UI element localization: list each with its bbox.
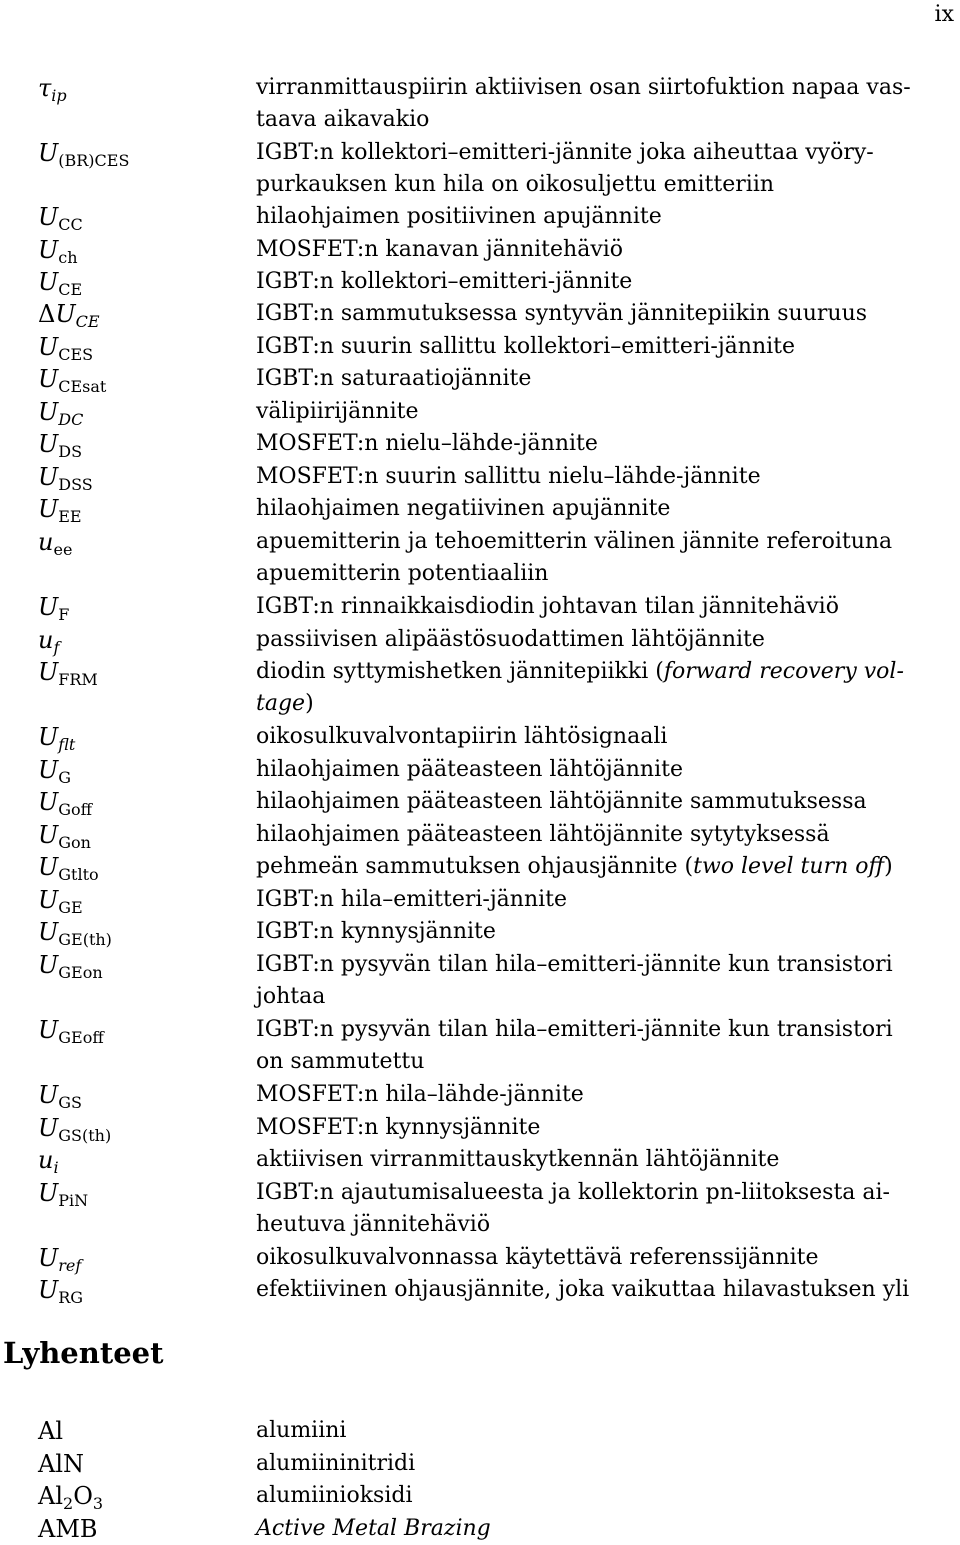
description-line: MOSFET:n nielu–lähde-jännite — [256, 431, 598, 456]
symbol-subscript: GEoff — [58, 1028, 104, 1047]
symbol-description — [256, 72, 936, 137]
symbol-term — [38, 266, 82, 298]
description-line: välipiirijännite — [256, 399, 419, 424]
symbol-subscript: PiN — [58, 1191, 89, 1210]
symbol-description — [256, 949, 936, 1014]
symbol-description — [256, 1014, 936, 1079]
symbol-subscript: CE — [58, 280, 83, 299]
symbol-letter: U — [38, 1179, 59, 1207]
symbol-description — [256, 656, 936, 721]
symbol-subscript: Goff — [58, 800, 93, 819]
symbol-description — [256, 624, 936, 656]
symbol-letter: U — [38, 821, 59, 849]
description-line: IGBT:n rinnaikkaisdiodin johtavan tilan jännitehäviö — [256, 594, 839, 619]
symbol-description — [256, 234, 936, 266]
symbol-term — [38, 137, 129, 169]
symbol-term — [38, 721, 75, 753]
symbol-description — [256, 786, 936, 818]
symbol-letter: U — [38, 723, 59, 751]
symbol-term — [38, 916, 112, 948]
symbol-letter: U — [38, 333, 59, 361]
description-text: diodin syttymishetken jännitepiikki ( — [256, 659, 664, 684]
symbol-term — [38, 949, 103, 981]
description-line: aktiivisen virranmittauskytkennän lähtöjännite — [256, 1147, 780, 1172]
description-line: hilaohjaimen pääteasteen lähtöjännite — [256, 757, 683, 782]
description-line: MOSFET:n kynnysjännite — [256, 1115, 541, 1140]
symbol-subscript: RG — [58, 1288, 84, 1307]
symbol-subscript: EE — [58, 507, 82, 526]
abbreviation-term — [38, 1480, 103, 1512]
symbol-description — [256, 396, 936, 428]
description-line: MOSFET:n kanavan jännitehäviö — [256, 237, 624, 262]
symbol-subscript: GEon — [58, 963, 103, 982]
description-line: MOSFET:n hila–lähde-jännite — [256, 1082, 584, 1107]
abbreviation-text: AMB — [38, 1515, 98, 1543]
symbol-letter: U — [38, 1244, 59, 1272]
symbol-term — [38, 396, 83, 428]
symbol-term — [38, 1144, 59, 1176]
description-text: pehmeän sammutuksen ohjausjännite ( — [256, 854, 694, 879]
symbol-letter: u — [38, 626, 54, 654]
symbol-term — [38, 591, 69, 623]
description-emphasis: tage — [256, 691, 306, 717]
symbol-term — [38, 493, 82, 525]
description-line: passiivisen alipäästösuodattimen lähtöjännite — [256, 627, 765, 652]
symbol-subscript: ch — [58, 248, 78, 267]
symbol-letter: U — [38, 139, 59, 167]
description-emphasis: forward recovery vol- — [663, 659, 904, 684]
symbol-letter: U — [38, 495, 59, 523]
symbol-letter: U — [38, 1114, 59, 1142]
symbol-description — [256, 1242, 936, 1274]
symbol-description — [256, 819, 936, 851]
symbol-term — [38, 624, 59, 656]
symbol-term — [38, 201, 83, 233]
description-line: heutuva jännitehäviö — [256, 1212, 491, 1238]
symbol-subscript: ref — [58, 1256, 82, 1275]
symbol-subscript: GS — [58, 1093, 82, 1112]
symbol-description — [256, 916, 936, 948]
symbol-subscript: Gtlto — [58, 865, 99, 884]
description-line: hilaohjaimen negatiivinen apujännite — [256, 496, 671, 521]
abbreviation-text: Al — [38, 1417, 64, 1445]
symbol-description — [256, 331, 936, 363]
description-line: IGBT:n kynnysjännite — [256, 919, 496, 944]
symbol-description — [256, 201, 936, 233]
abbreviation-subscript: 3 — [92, 1494, 104, 1513]
symbol-description — [256, 428, 936, 460]
abbreviation-text: Al — [38, 1482, 64, 1510]
symbol-description — [256, 363, 936, 395]
symbol-term — [38, 1079, 82, 1111]
symbol-letter: U — [38, 398, 59, 426]
symbol-letter: U — [38, 951, 59, 979]
description-line: IGBT:n saturaatiojännite — [256, 366, 532, 391]
symbol-subscript: GE(th) — [58, 930, 112, 949]
symbol-term — [38, 1177, 88, 1209]
description-line: virranmittauspiirin aktiivisen osan siirtofuktion napaa vas- — [256, 75, 911, 100]
description-line: efektiivinen ohjausjännite, joka vaikuttaa hilavastuksen yli — [256, 1277, 910, 1302]
description-line: IGBT:n ajautumisalueesta ja kollektorin pn-liitoksesta ai- — [256, 1180, 890, 1205]
description-line: oikosulkuvalvontapiirin lähtösignaali — [256, 724, 668, 749]
symbol-term — [38, 234, 78, 266]
description-emphasis: two level turn off — [693, 854, 885, 879]
symbol-description — [256, 1079, 936, 1111]
abbreviation-description: Active Metal Brazing — [256, 1516, 491, 1541]
symbol-letter: U — [38, 430, 59, 458]
symbol-subscript: DS — [58, 442, 83, 461]
symbol-term — [38, 363, 106, 395]
symbol-subscript: FRM — [58, 670, 98, 689]
abbreviation-term — [38, 1513, 98, 1545]
abbreviation-description: alumiininitridi — [256, 1451, 416, 1476]
page-number: ix — [934, 2, 954, 27]
description-line: MOSFET:n suurin sallittu nielu–lähde-jännite — [256, 464, 761, 489]
symbol-prefix: Δ — [38, 300, 56, 328]
symbol-subscript: DSS — [58, 475, 93, 494]
symbol-term — [38, 1242, 81, 1274]
abbreviation-description: alumiinioksidi — [256, 1483, 413, 1508]
symbol-letter: τ — [38, 74, 52, 102]
symbol-description — [256, 526, 936, 591]
description-line: apuemitterin potentiaaliin — [256, 561, 549, 587]
symbol-description — [256, 884, 936, 916]
symbol-letter: U — [38, 756, 59, 784]
description-line: hilaohjaimen positiivinen apujännite — [256, 204, 662, 229]
symbol-letter: u — [38, 528, 54, 556]
symbol-description — [256, 298, 936, 330]
abbreviation-term — [38, 1448, 84, 1480]
symbol-description — [256, 1144, 936, 1176]
symbol-subscript: ee — [53, 540, 73, 559]
description-line: on sammutettu — [256, 1049, 425, 1075]
abbreviation-term — [38, 1415, 63, 1447]
symbol-subscript: ip — [51, 86, 67, 105]
symbol-description — [256, 137, 936, 202]
description-line: taava aikavakio — [256, 107, 430, 133]
symbol-term — [38, 298, 100, 330]
symbol-description — [256, 1112, 936, 1144]
description-line: apuemitterin ja tehoemitterin välinen jännite referoituna — [256, 529, 893, 554]
symbol-letter: U — [38, 1276, 59, 1304]
symbol-subscript: Gon — [58, 833, 91, 852]
symbol-letter: U — [38, 203, 59, 231]
symbol-letter: U — [38, 853, 59, 881]
symbol-description — [256, 461, 936, 493]
symbol-term — [38, 1014, 104, 1046]
symbol-description — [256, 591, 936, 623]
symbol-subscript: CEsat — [58, 377, 107, 396]
symbol-subscript: i — [53, 1158, 59, 1177]
symbol-term — [38, 72, 67, 104]
symbol-term — [38, 461, 93, 493]
symbol-subscript: GE — [58, 898, 83, 917]
symbol-subscript: CES — [58, 345, 94, 364]
symbol-description — [256, 721, 936, 753]
symbol-subscript: CE — [75, 312, 100, 331]
description-line: IGBT:n kollektori–emitteri-jännite joka aiheuttaa vyöry- — [256, 140, 874, 165]
symbol-letter: U — [38, 788, 59, 816]
abbreviation-text: O — [73, 1482, 93, 1510]
symbol-letter: U — [38, 593, 59, 621]
description-line: IGBT:n pysyvän tilan hila–emitteri-jännite kun transistori — [256, 1017, 893, 1042]
description-text: ) — [305, 691, 314, 717]
symbol-letter: u — [38, 1146, 54, 1174]
abbreviation-subscript: 2 — [63, 1494, 74, 1513]
symbol-subscript: G — [58, 768, 72, 787]
description-line: IGBT:n sammutuksessa syntyvän jännitepiikin suuruus — [256, 301, 868, 326]
symbol-term — [38, 428, 82, 460]
symbol-letter: U — [38, 1016, 59, 1044]
symbol-term — [38, 526, 72, 558]
symbol-description — [256, 1177, 936, 1242]
description-text: ) — [884, 854, 893, 879]
symbol-subscript: (BR)CES — [58, 151, 130, 170]
description-line: IGBT:n hila–emitteri-jännite — [256, 887, 568, 912]
symbol-description — [256, 266, 936, 298]
symbol-term — [38, 884, 83, 916]
description-line: IGBT:n pysyvän tilan hila–emitteri-jännite kun transistori — [256, 952, 893, 977]
symbol-subscript: CC — [58, 215, 83, 234]
symbol-description — [256, 1274, 936, 1306]
symbol-subscript: GS(th) — [58, 1126, 112, 1145]
symbol-subscript: F — [58, 605, 70, 624]
symbol-subscript: flt — [58, 735, 76, 754]
description-line: oikosulkuvalvonnassa käytettävä referenssijännite — [256, 1245, 819, 1270]
symbol-letter: U — [38, 463, 59, 491]
symbol-letter: U — [38, 918, 59, 946]
symbol-term — [38, 851, 99, 883]
description-line: hilaohjaimen pääteasteen lähtöjännite sytytyksessä — [256, 822, 830, 847]
symbol-term — [38, 656, 98, 688]
description-line: johtaa — [256, 984, 326, 1010]
symbol-term — [38, 819, 91, 851]
abbreviation-text: AlN — [38, 1450, 85, 1478]
symbol-letter: U — [38, 886, 59, 914]
description-line: hilaohjaimen pääteasteen lähtöjännite sammutuksessa — [256, 789, 867, 814]
symbol-term — [38, 786, 92, 818]
symbol-term — [38, 1112, 111, 1144]
symbol-subscript: DC — [58, 410, 84, 429]
symbol-description — [256, 493, 936, 525]
symbol-letter: U — [38, 1081, 59, 1109]
description-line: purkauksen kun hila on oikosuljettu emitteriin — [256, 172, 775, 198]
section-title-abbreviations: Lyhenteet — [3, 1336, 164, 1370]
symbol-subscript: f — [53, 638, 60, 657]
symbol-term — [38, 331, 93, 363]
symbol-letter: U — [38, 236, 59, 264]
symbol-term — [38, 754, 71, 786]
description-line: IGBT:n kollektori–emitteri-jännite — [256, 269, 633, 294]
symbol-letter: U — [38, 658, 59, 686]
symbol-letter: U — [38, 268, 59, 296]
symbol-description — [256, 754, 936, 786]
symbol-term — [38, 1274, 83, 1306]
abbreviation-description: alumiini — [256, 1418, 347, 1443]
description-line: IGBT:n suurin sallittu kollektori–emitteri-jännite — [256, 334, 796, 359]
symbol-description — [256, 851, 936, 883]
symbol-letter: U — [55, 300, 76, 328]
symbol-letter: U — [38, 365, 59, 393]
